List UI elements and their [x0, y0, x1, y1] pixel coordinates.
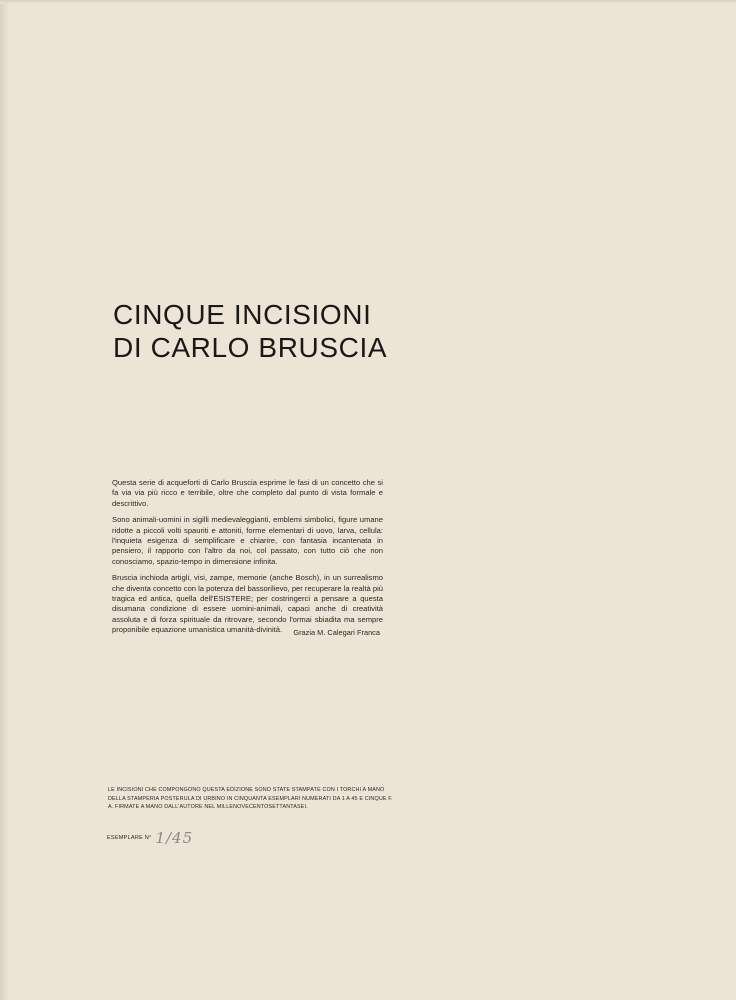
- essay-text: [112, 478, 383, 642]
- essay-paragraph: Sono animali-uomini in sigilli medievaleggianti, emblemi simbolici, figure umane ridotte a piccoli volti spauriti e attoniti, forme elementari di uovo, larva, cellula: l'inquieta esigenza di semplificare e chiarire, con fantasia incantenata in pensiero, il rapporto con l'altro da noi, col passato, con tutto ciò che non conosciamo, spazio-tempo in dimensione infinita.: [112, 515, 383, 566]
- page-top-shadow: [0, 0, 736, 4]
- title-line-2: DI CARLO BRUSCIA: [113, 332, 388, 363]
- page-edge-shadow: [0, 0, 10, 1000]
- title-line-1: CINQUE INCISIONI: [113, 299, 372, 330]
- edition-number-line: [107, 828, 193, 848]
- handwritten-edition-number: 1/45: [155, 829, 194, 847]
- author-signature: Grazia M. Calegari Franca: [293, 628, 380, 637]
- page-title: [113, 298, 403, 364]
- edition-label: ESEMPLARE N°: [107, 835, 152, 841]
- essay-paragraph: Bruscia inchioda artigli, visi, zampe, memorie (anche Bosch), in un surrealismo che diventa concetto con la potenza del bassorilievo, per recuperare la realtà più tragica ed antica, quella dell'ESISTERE; per costringerci a pensare a questa disumana condizione di essere uomini-animali, capaci anche di creatività assoluta e di forza spirituale da ritrovare, secondo l'ormai sbiadita ma sempre proponibile equazione umanistica umanità-divinità.: [112, 573, 384, 635]
- colophon: LE INCISIONI CHE COMPONGONO QUESTA EDIZIONE SONO STATE STAMPATE CON I TORCHI A MANO DELLA STAMPERIA POSTERULA DI URBINO IN CINQUANTA ESEMPLARI NUMERATI DA 1 A 45 E CINQUE F. A. FIRMATE A MANO DALL'AUTORE NEL MILLENOVECENTOSETTANTASEI.: [108, 787, 393, 811]
- essay-paragraph: Questa serie di acqueforti di Carlo Bruscia esprime le fasi di un concetto che si fa via via più ricco e terribile, oltre che completo dal punto di vista formale e descrittivo.: [112, 478, 383, 508]
